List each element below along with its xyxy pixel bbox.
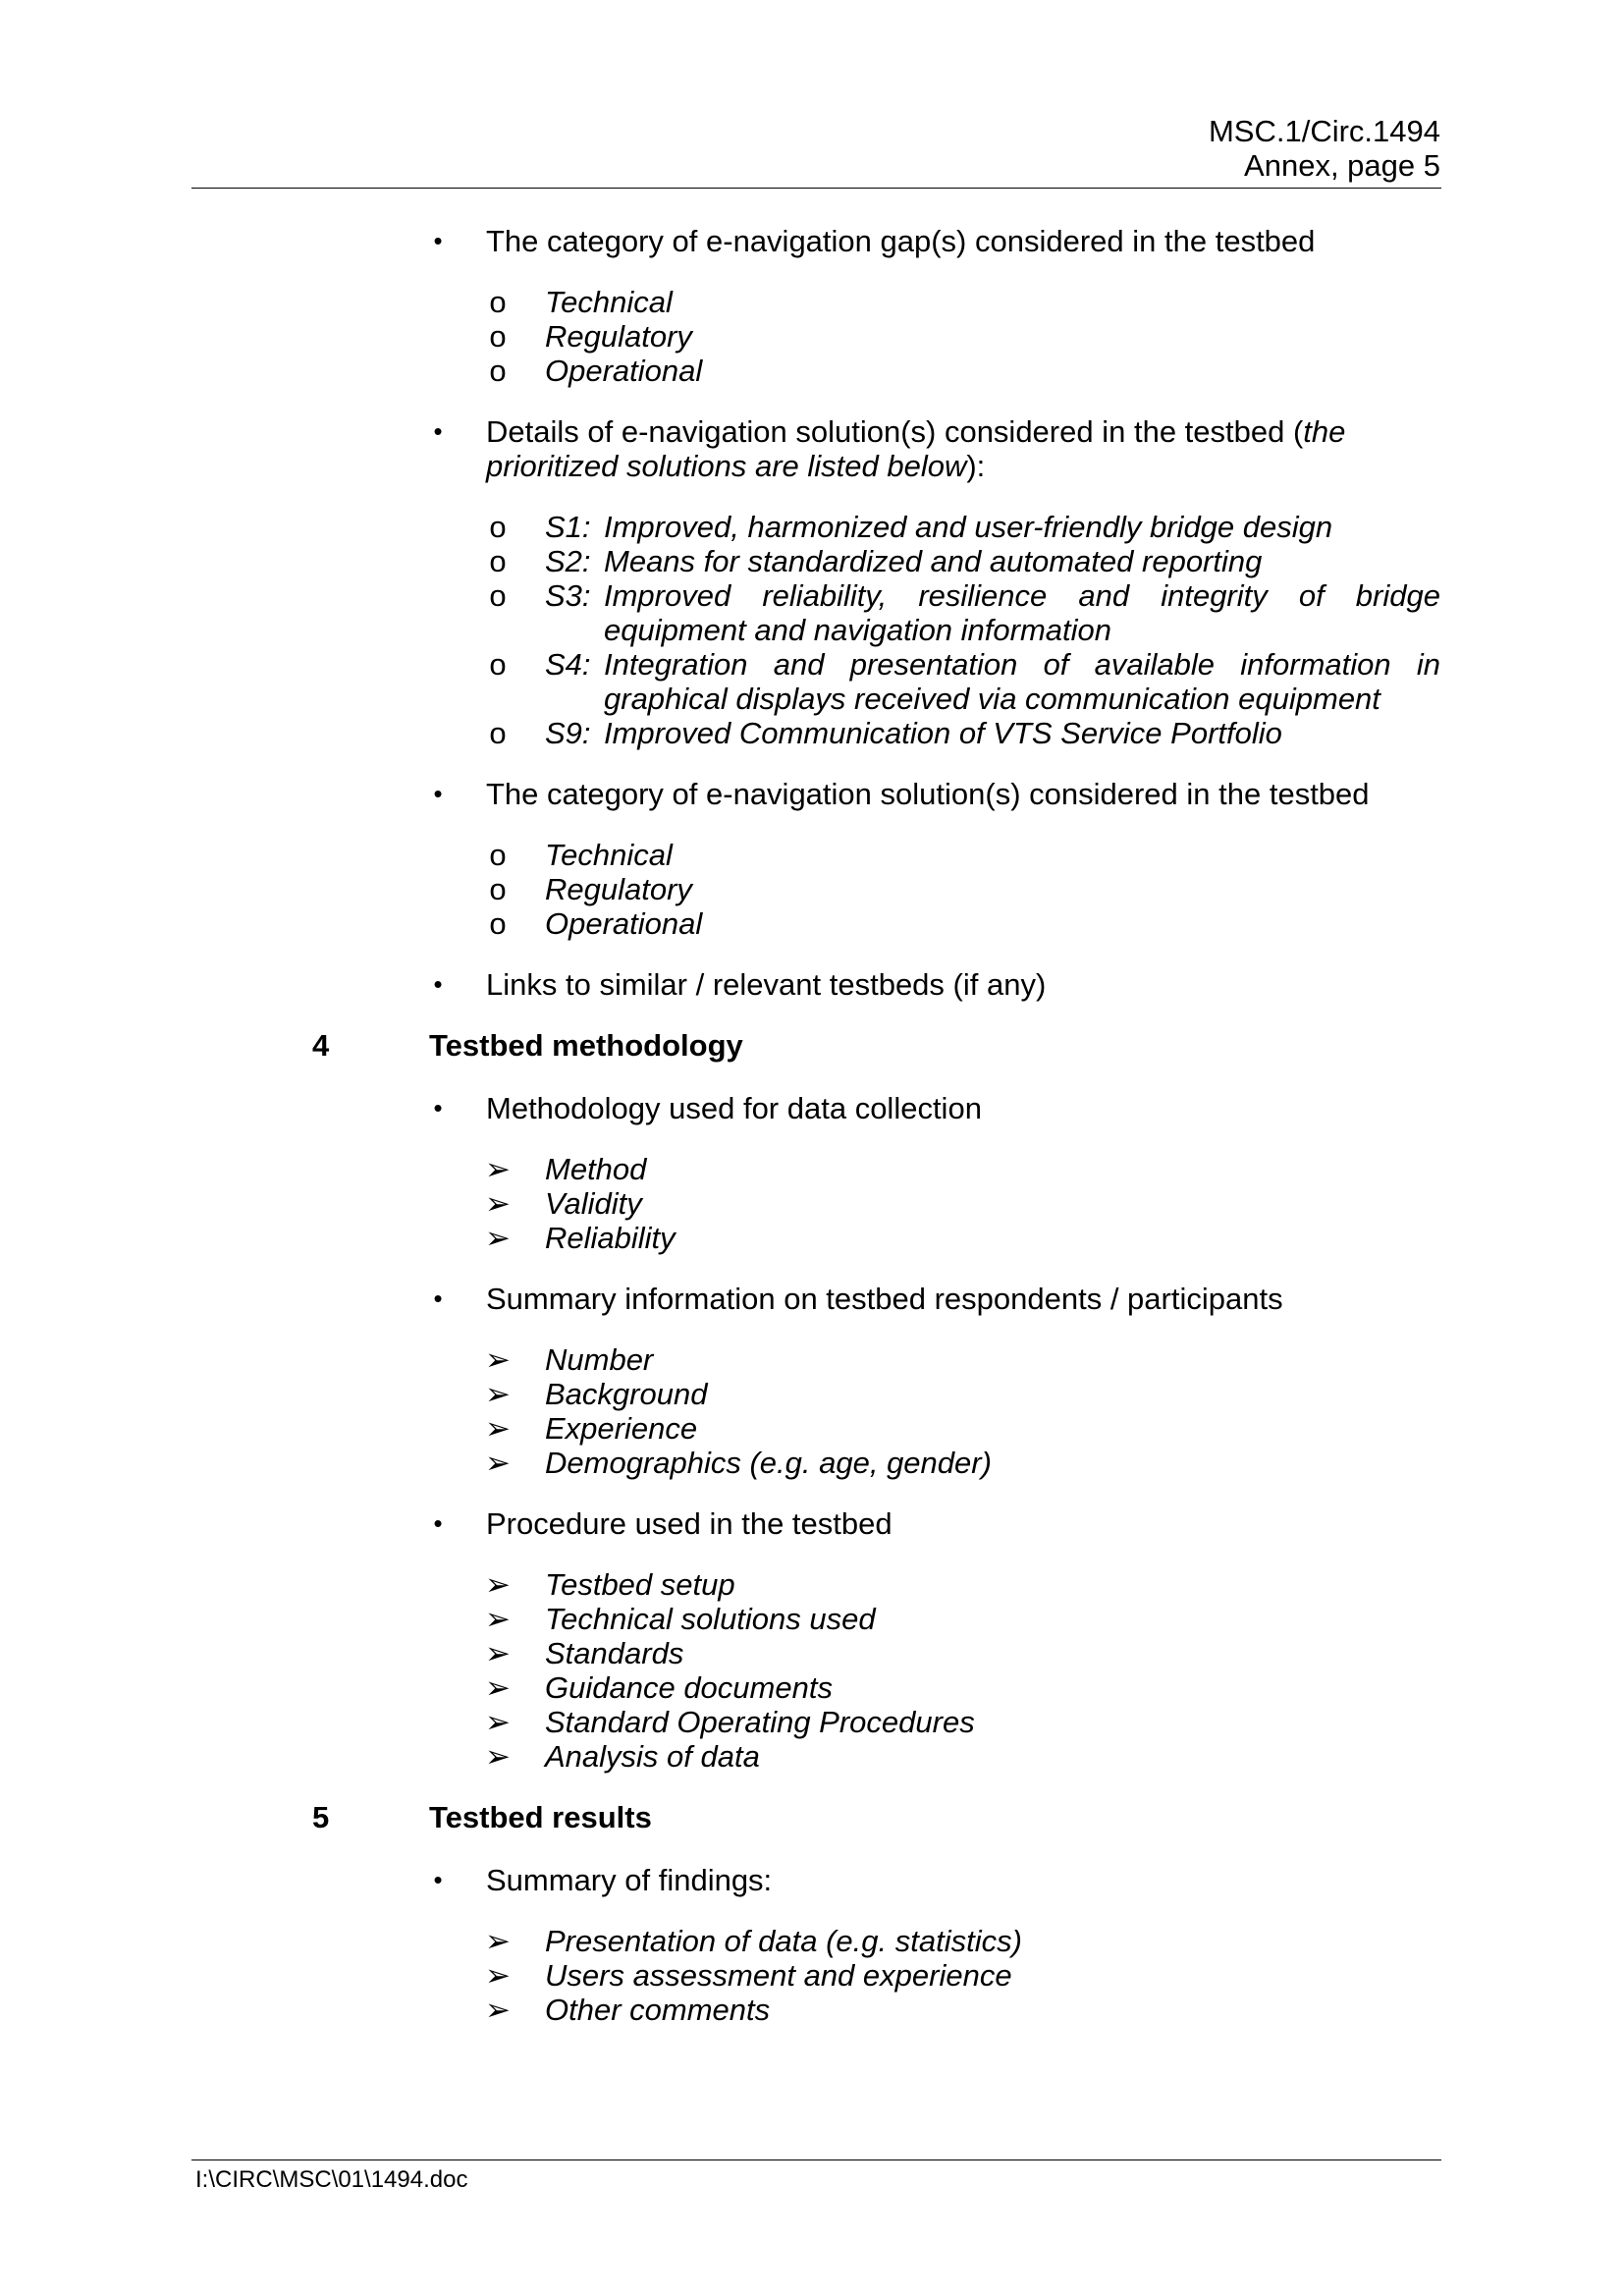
list-item: o Technical (545, 285, 1440, 319)
footer-divider (191, 2159, 1441, 2160)
arrow-bullet-icon: ➢ (485, 1705, 511, 1739)
arrow-bullet-icon: ➢ (485, 1636, 511, 1670)
circle-bullet-icon: o (489, 647, 507, 682)
list-item: ➢ Testbed setup (485, 1567, 735, 1602)
circle-bullet-icon: o (489, 716, 507, 750)
list-item: o S9: Improved Communication of VTS Service Portfolio (545, 716, 1440, 750)
arrow-bullet-icon: ➢ (485, 1411, 511, 1446)
section-title: Testbed results (429, 1800, 652, 1834)
section-number: 5 (312, 1800, 330, 1834)
list-item: ➢ Demographics (e.g. age, gender) (485, 1446, 992, 1480)
arrow-bullet-icon: ➢ (485, 1739, 511, 1774)
list-item: o Operational (545, 906, 1440, 941)
bullet-findings: • Summary of findings: (486, 1863, 1440, 1897)
findings-list (485, 1924, 1440, 2027)
bullet-icon: • (433, 226, 443, 255)
bullet-solution-category: • The category of e-navigation solution(s) considered in the testbed (486, 777, 1440, 811)
arrow-bullet-icon: ➢ (485, 1186, 511, 1221)
list-item: o Operational (545, 354, 1440, 388)
arrow-bullet-icon: ➢ (485, 1377, 511, 1411)
solution-list (489, 510, 1440, 750)
bullet-icon: • (433, 1865, 443, 1894)
list-item: ➢ Standards (485, 1636, 684, 1670)
arrow-bullet-icon: ➢ (485, 1342, 511, 1377)
list-item: ➢ Experience (485, 1411, 698, 1446)
list-item: o S3: Improved reliability, resilience and integrity of bridge equipment and navigation information (545, 578, 1440, 647)
list-item: ➢ Reliability (485, 1221, 676, 1255)
procedure-list (485, 1567, 1440, 1774)
bullet-icon: • (433, 1508, 443, 1538)
arrow-bullet-icon: ➢ (485, 1567, 511, 1602)
arrow-bullet-icon: ➢ (485, 1446, 511, 1480)
bullet-participants: • Summary information on testbed respondents / participants (486, 1282, 1440, 1316)
list-item: ➢ Technical solutions used (485, 1602, 876, 1636)
list-item: ➢ Guidance documents (485, 1670, 833, 1705)
circle-bullet-icon: o (489, 578, 507, 613)
arrow-bullet-icon: ➢ (485, 1221, 511, 1255)
list-item: ➢ Presentation of data (e.g. statistics) (485, 1924, 1022, 1958)
section-number: 4 (312, 1028, 330, 1063)
arrow-bullet-icon: ➢ (485, 1958, 511, 1993)
header-page-number: Annex, page 5 (1244, 148, 1440, 183)
arrow-bullet-icon: ➢ (485, 1152, 511, 1186)
list-item: ➢ Standard Operating Procedures (485, 1705, 975, 1739)
circle-bullet-icon: o (489, 544, 507, 578)
arrow-bullet-icon: ➢ (485, 1993, 511, 2027)
circle-bullet-icon: o (489, 510, 507, 544)
arrow-bullet-icon: ➢ (485, 1602, 511, 1636)
list-item: ➢ Method (485, 1152, 647, 1186)
arrow-bullet-icon: ➢ (485, 1924, 511, 1958)
header-divider (191, 188, 1441, 189)
bullet-icon: • (433, 1284, 443, 1313)
bullet-procedure: • Procedure used in the testbed (486, 1506, 1440, 1541)
solution-category-list (489, 838, 1440, 941)
list-item: o Technical (545, 838, 1440, 872)
page-header (1209, 114, 1440, 183)
circle-bullet-icon: o (489, 906, 507, 941)
gap-category-list (489, 285, 1440, 388)
bullet-icon: • (433, 1093, 443, 1122)
document-body (0, 224, 1623, 2053)
list-item: ➢ Analysis of data (485, 1739, 760, 1774)
bullet-solution-details: • Details of e-navigation solution(s) considered in the testbed (the prioritized solutions are listed below): (486, 414, 1440, 483)
list-item: ➢ Number (485, 1342, 654, 1377)
bullet-icon: • (433, 416, 443, 446)
circle-bullet-icon: o (489, 285, 507, 319)
circle-bullet-icon: o (489, 838, 507, 872)
list-item: o Regulatory (545, 319, 1440, 354)
methodology-list (485, 1152, 1440, 1255)
list-item: ➢ Other comments (485, 1993, 771, 2027)
list-item: o S2: Means for standardized and automated reporting (545, 544, 1440, 578)
bullet-gap-category: • The category of e-navigation gap(s) considered in the testbed (486, 224, 1440, 258)
section-heading-5 (0, 1800, 1623, 1834)
list-item: ➢ Background (485, 1377, 708, 1411)
footer-file-path: I:\CIRC\MSC\01\1494.doc (195, 2166, 468, 2193)
bullet-links: • Links to similar / relevant testbeds (if any) (486, 967, 1440, 1002)
list-item: ➢ Validity (485, 1186, 642, 1221)
section-title: Testbed methodology (429, 1028, 743, 1063)
circle-bullet-icon: o (489, 319, 507, 354)
list-item: o Regulatory (545, 872, 1440, 906)
circle-bullet-icon: o (489, 872, 507, 906)
list-item: o S4: Integration and presentation of available information in graphical displays received via communication equipment (545, 647, 1440, 716)
header-circular-ref: MSC.1/Circ.1494 (1208, 114, 1440, 148)
circle-bullet-icon: o (489, 354, 507, 388)
bullet-icon: • (433, 779, 443, 808)
section-heading-4 (0, 1028, 1623, 1063)
arrow-bullet-icon: ➢ (485, 1670, 511, 1705)
list-item: o S1: Improved, harmonized and user-friendly bridge design (545, 510, 1440, 544)
bullet-icon: • (433, 969, 443, 999)
list-item: ➢ Users assessment and experience (485, 1958, 1012, 1993)
participants-list (485, 1342, 1440, 1480)
bullet-methodology: • Methodology used for data collection (486, 1091, 1440, 1125)
